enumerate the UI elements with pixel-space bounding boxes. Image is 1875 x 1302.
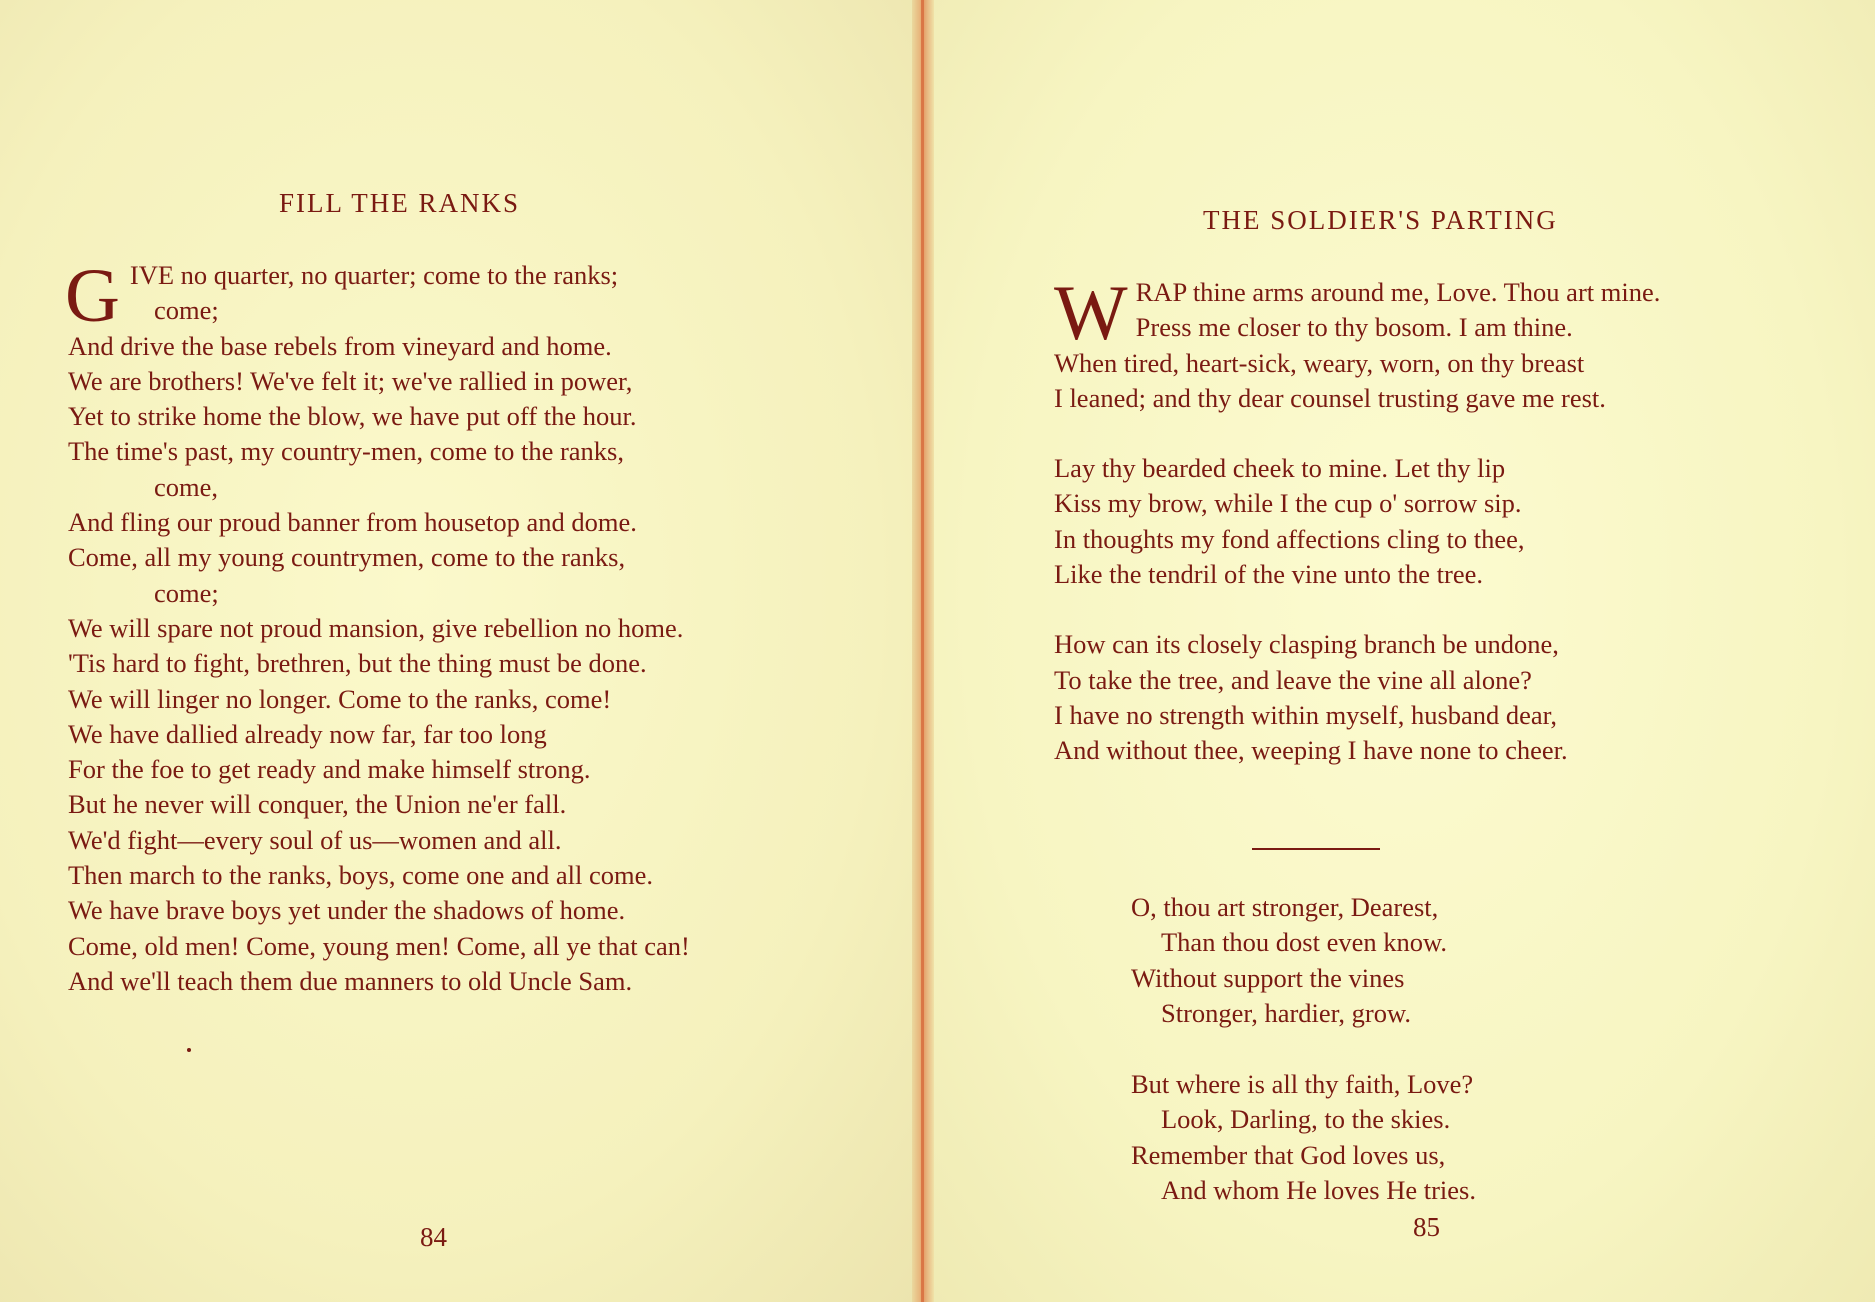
- poem-fill-the-ranks: [65, 254, 808, 999]
- poem-line: Without support the vines: [1131, 962, 1405, 993]
- poem-line: Than thou dost even know.: [1161, 927, 1448, 958]
- page-number-right: 85: [1413, 1212, 1440, 1242]
- poem-line: We will linger no longer. Come to the ranks, come!: [68, 683, 612, 714]
- page-number-left: 84: [420, 1222, 447, 1252]
- poem-line: But where is all thy faith, Love?: [1131, 1069, 1474, 1100]
- poem-line: And whom He loves He tries.: [1161, 1175, 1476, 1206]
- poem-line: come;: [154, 295, 219, 326]
- poem-line: 'Tis hard to fight, brethren, but the thing must be done.: [68, 648, 647, 679]
- poem-line: In thoughts my fond affections cling to thee,: [1054, 523, 1525, 554]
- poem-line: And fling our proud banner from housetop and dome.: [68, 507, 637, 538]
- ink-speck: [187, 1048, 191, 1052]
- poem-line: We have dallied already now far, far too long: [68, 718, 547, 749]
- poem-line: RAP thine arms around me, Love. Thou art mine.: [1135, 277, 1661, 307]
- poem-line: The time's past, my country-men, come to the ranks,: [68, 436, 624, 467]
- poem-soldiers-parting: [1054, 269, 1814, 769]
- poem-line: To take the tree, and leave the vine all alone?: [1054, 664, 1532, 695]
- poem-line: And drive the base rebels from vineyard and home.: [68, 330, 612, 361]
- poem-line: Remember that God loves us,: [1131, 1139, 1446, 1170]
- dropcap-w: W: [1054, 269, 1128, 356]
- poem-line: We'd fight—every soul of us—women and all.: [68, 824, 562, 855]
- poem-line: I leaned; and thy dear counsel trusting gave me rest.: [1054, 382, 1606, 413]
- poem-line: Then march to the ranks, boys, come one and all come.: [68, 860, 654, 891]
- poem-line: We have brave boys yet under the shadows of home.: [68, 895, 626, 926]
- poem-line: Yet to strike home the blow, we have put off the hour.: [68, 401, 637, 432]
- dropcap-g: G: [65, 254, 120, 338]
- poem-line: Lay thy bearded cheek to mine. Let thy lip: [1054, 453, 1506, 484]
- poem-line: Come, old men! Come, young men! Come, all ye that can!: [68, 930, 690, 961]
- left-page-title: FILL THE RANKS: [279, 188, 521, 218]
- poem-line: We are brothers! We've felt it; we've rallied in power,: [68, 365, 633, 396]
- poem-line: IVE no quarter, no quarter; come to the ranks;: [129, 260, 619, 290]
- poem-line: I have no strength within myself, husband dear,: [1054, 699, 1558, 730]
- poem-line: And without thee, weeping I have none to cheer.: [1054, 735, 1568, 766]
- poem-line: How can its closely clasping branch be undone,: [1054, 629, 1559, 660]
- poem-line: come,: [154, 471, 219, 502]
- poem-line: Come, all my young countrymen, come to the ranks,: [68, 542, 626, 573]
- book-gutter: [912, 0, 934, 1302]
- poem-line: O, thou art stronger, Dearest,: [1131, 892, 1439, 922]
- poem-line: Stronger, hardier, grow.: [1161, 997, 1412, 1028]
- poem-line: For the foe to get ready and make himself strong.: [68, 754, 591, 785]
- poem-line: Press me closer to thy bosom. I am thine.: [1135, 312, 1573, 343]
- poem-reply: [1131, 890, 1476, 1208]
- poem-line: When tired, heart-sick, weary, worn, on thy breast: [1054, 347, 1585, 378]
- poem-line: We will spare not proud mansion, give rebellion no home.: [68, 612, 684, 643]
- right-page-title: THE SOLDIER'S PARTING: [1203, 205, 1558, 235]
- poem-line: Kiss my brow, while I the cup o' sorrow sip.: [1054, 488, 1522, 519]
- poem-line: Look, Darling, to the skies.: [1161, 1104, 1451, 1135]
- poem-line: And we'll teach them due manners to old Uncle Sam.: [68, 965, 633, 996]
- poem-line: But he never will conquer, the Union ne'er fall.: [68, 789, 567, 820]
- poem-line: come;: [154, 577, 219, 608]
- poem-line: Like the tendril of the vine unto the tree.: [1054, 559, 1484, 590]
- section-divider: [1252, 848, 1380, 850]
